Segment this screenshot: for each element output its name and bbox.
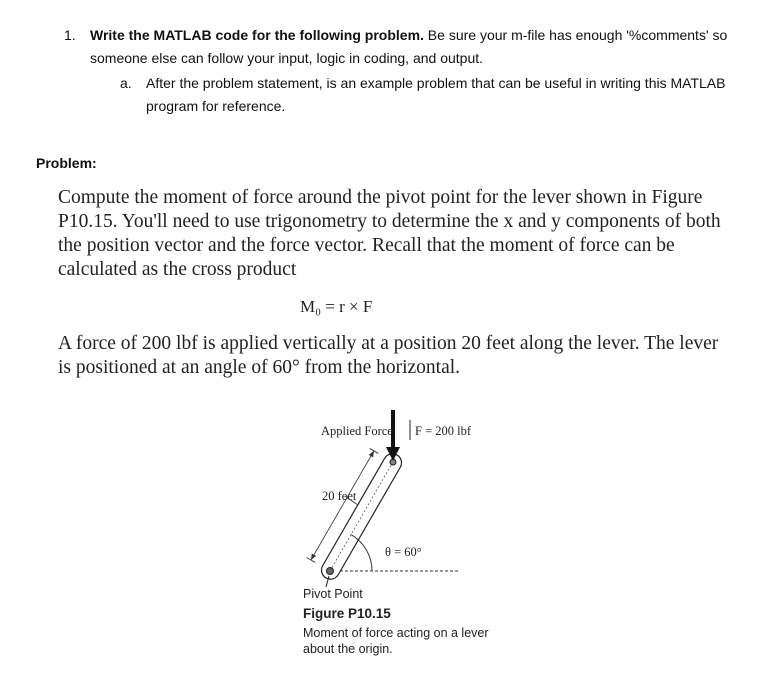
sub-letter: a. [120, 75, 132, 91]
question-rest-text: Be sure your m-file has enough '%comments' so someone else can follow your input, logic in coding, and output. [90, 27, 728, 66]
length-label: 20 feet [322, 489, 357, 503]
force-value-label: F = 200 lbf [415, 424, 472, 438]
moment-equation: M₀ = r × F [300, 297, 373, 316]
problem-paragraph-2: A force of 200 lbf is applied vertically at a position 20 feet along the lever. The lever is positioned at an angle of 60° from the horizontal. [58, 333, 719, 378]
question-1 [64, 24, 764, 70]
problem-label: Problem: [36, 155, 97, 171]
figure-title: Figure P10.15 [303, 606, 391, 621]
applied-force-label: Applied Force [321, 424, 393, 438]
pivot-point-marker [327, 568, 334, 575]
question-number: 1. [64, 27, 76, 43]
problem-paragraph-1: Compute the moment of force around the pivot point for the lever shown in Figure P10.15. You'll need to use trigonometry to determine the x and y components of both the position vector and the force vector. Recall that the moment of force can be calculated as the cross product [58, 187, 721, 280]
pivot-point-label: Pivot Point [303, 587, 363, 601]
angle-label: θ = 60° [385, 545, 422, 559]
question-text [90, 24, 764, 70]
question-bold-text: Write the MATLAB code for the following problem. [90, 27, 424, 43]
lever-bar [318, 450, 405, 582]
sub-text: After the problem statement, is an example problem that can be useful in writing this MATLAB program for reference. [146, 75, 726, 114]
figure-caption: Moment of force acting on a lever about the origin. [303, 626, 489, 656]
question-1a [120, 72, 760, 118]
